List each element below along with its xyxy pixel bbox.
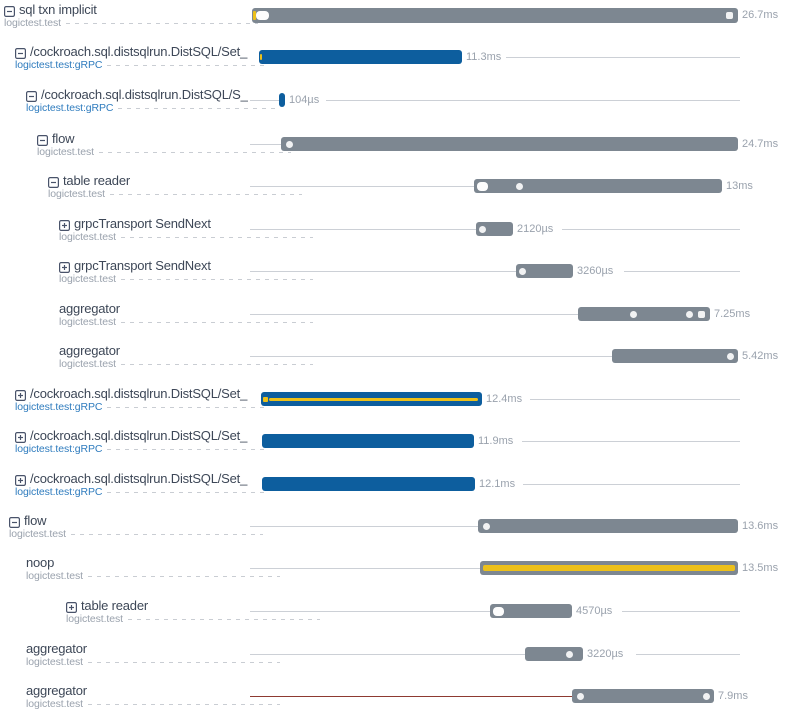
duration-label: 3220µs [587, 648, 624, 660]
span-subtitle: logictest.test:gRPC [15, 443, 103, 455]
span-name[interactable]: sql txn implicit [19, 2, 97, 17]
span-sub-line [15, 443, 271, 455]
timeline-baseline [622, 611, 740, 612]
span-sub-line [26, 570, 282, 582]
span-name[interactable]: flow [52, 131, 75, 146]
span-name[interactable]: grpcTransport SendNext [74, 258, 211, 273]
leader-dashed-line [107, 407, 269, 408]
leader-dashed-line [121, 322, 313, 323]
span-name-line [26, 683, 282, 698]
span-event-marker[interactable] [477, 182, 488, 191]
span-label [0, 471, 271, 498]
span-sub-line [15, 59, 271, 71]
span-subtitle: logictest.test:gRPC [15, 401, 103, 413]
leader-dashed-line [107, 492, 269, 493]
span-sub-line [48, 188, 304, 200]
trace-row [0, 386, 786, 426]
span-sub-line [59, 358, 315, 370]
span-name[interactable]: /cockroach.sql.distsqlrun.DistSQL/S_ [41, 87, 248, 102]
span-event-marker[interactable] [519, 268, 526, 275]
span-event-marker[interactable] [686, 311, 693, 318]
collapse-icon[interactable] [37, 133, 48, 144]
trace-row [0, 428, 786, 468]
duration-label: 11.3ms [466, 51, 502, 63]
span-name[interactable]: noop [26, 555, 55, 570]
duration-label: 2120µs [517, 223, 554, 235]
collapse-icon[interactable] [26, 89, 37, 100]
span-event-marker[interactable] [516, 183, 523, 190]
timeline-baseline [562, 229, 740, 230]
span-subtitle: logictest.test:gRPC [26, 102, 114, 114]
trace-row [0, 641, 786, 681]
duration-label: 4570µs [576, 605, 613, 617]
span-name-line [15, 428, 271, 443]
span-event-marker[interactable] [566, 651, 573, 658]
span-event-marker[interactable] [703, 693, 710, 700]
highlight-stripe [269, 398, 478, 401]
timeline-baseline [636, 654, 740, 655]
span-event-marker[interactable] [479, 226, 486, 233]
span-event-marker[interactable] [698, 311, 705, 318]
span-name-line [9, 513, 265, 528]
span-subtitle: logictest.test [26, 570, 83, 582]
collapse-icon[interactable] [48, 175, 59, 186]
span-label [0, 2, 260, 29]
span-subtitle: logictest.test [9, 528, 66, 540]
span-subtitle: logictest.test:gRPC [15, 59, 103, 71]
span-name[interactable]: /cockroach.sql.distsqlrun.DistSQL/Set_ [30, 386, 248, 401]
timeline-baseline [624, 271, 740, 272]
expand-icon[interactable] [59, 260, 70, 271]
timeline-baseline [522, 441, 740, 442]
span-event-marker[interactable] [630, 311, 637, 318]
span-event-marker[interactable] [493, 607, 504, 616]
duration-label: 5.42ms [742, 350, 779, 362]
span-subtitle: logictest.test [26, 656, 83, 668]
span-label [0, 428, 271, 455]
duration-label: 3260µs [577, 265, 614, 277]
span-bar[interactable] [281, 137, 738, 151]
trace-row [0, 44, 786, 84]
leader-dashed-line [128, 619, 320, 620]
timeline-baseline [250, 611, 490, 612]
span-bar[interactable] [252, 8, 738, 23]
span-label [0, 87, 282, 114]
span-name[interactable]: aggregator [59, 343, 120, 358]
leader-dashed-line [88, 704, 280, 705]
span-sub-line [26, 656, 282, 668]
leader-dashed-line [66, 23, 258, 24]
trace-row [0, 343, 786, 383]
span-name[interactable]: table reader [81, 598, 148, 613]
span-subtitle: logictest.test [37, 146, 94, 158]
duration-label: 7.9ms [718, 690, 748, 702]
span-label [0, 513, 265, 540]
span-subtitle: logictest.test [4, 17, 61, 29]
leader-dashed-line [121, 364, 313, 365]
expand-icon[interactable] [59, 218, 70, 229]
leader-dashed-line [107, 65, 269, 66]
timeline-baseline [506, 57, 740, 58]
span-name-line [26, 641, 282, 656]
timeline-baseline [250, 654, 525, 655]
trace-row [0, 471, 786, 511]
span-label [0, 683, 282, 710]
span-sub-line [26, 698, 282, 710]
timeline-baseline [326, 100, 740, 101]
timeline-baseline [250, 356, 612, 357]
trace-row [0, 87, 786, 127]
expand-icon[interactable] [15, 430, 26, 441]
span-name-line [15, 471, 271, 486]
span-name-line [15, 44, 271, 59]
span-name[interactable]: aggregator [59, 301, 120, 316]
span-sub-line [9, 528, 265, 540]
highlight-tick [263, 397, 268, 402]
span-label [0, 44, 271, 71]
span-name[interactable]: table reader [63, 173, 130, 188]
trace-row [0, 301, 786, 341]
timeline-baseline [530, 399, 740, 400]
span-name[interactable]: aggregator [26, 641, 87, 656]
span-bar[interactable] [572, 689, 714, 703]
span-label [0, 555, 282, 582]
trace-row [0, 216, 786, 256]
collapse-icon[interactable] [9, 515, 20, 526]
timeline-baseline [250, 100, 279, 101]
span-name-line [26, 87, 282, 102]
duration-label: 24.7ms [742, 138, 779, 150]
timeline-baseline [250, 271, 516, 272]
timeline-baseline [250, 568, 480, 569]
trace-row [0, 598, 786, 638]
duration-label: 11.9ms [478, 435, 514, 447]
span-event-marker[interactable] [256, 11, 269, 20]
trace-row [0, 513, 786, 553]
duration-label: 7.25ms [714, 308, 751, 320]
collapse-icon[interactable] [4, 4, 15, 15]
span-sub-line [4, 17, 260, 29]
span-bar[interactable] [612, 349, 738, 363]
expand-icon[interactable] [15, 473, 26, 484]
span-subtitle: logictest.test:gRPC [15, 486, 103, 498]
collapse-icon[interactable] [15, 46, 26, 57]
leader-dashed-line [88, 576, 280, 577]
leader-dashed-line [121, 237, 313, 238]
highlight-tick [260, 54, 262, 60]
leader-dashed-line [118, 108, 280, 109]
span-event-marker[interactable] [286, 141, 293, 148]
trace-row [0, 258, 786, 298]
timeline-baseline [523, 484, 740, 485]
trace-row [0, 131, 786, 171]
span-event-marker[interactable] [577, 693, 584, 700]
leader-dashed-line [71, 534, 263, 535]
span-subtitle: logictest.test [26, 698, 83, 710]
leader-dashed-line [121, 279, 313, 280]
duration-label: 104µs [289, 94, 320, 106]
span-name[interactable]: /cockroach.sql.distsqlrun.DistSQL/Set_ [30, 471, 248, 486]
span-name[interactable]: /cockroach.sql.distsqlrun.DistSQL/Set_ [30, 428, 248, 443]
duration-label: 13.5ms [742, 562, 779, 574]
leader-dashed-line [88, 662, 280, 663]
span-bar[interactable] [279, 93, 285, 107]
duration-label: 13.6ms [742, 520, 779, 532]
span-bar[interactable] [262, 434, 474, 448]
leader-dashed-line [107, 449, 269, 450]
span-name-line [4, 2, 260, 17]
duration-label: 13ms [726, 180, 753, 192]
span-sub-line [37, 146, 293, 158]
span-name[interactable]: aggregator [26, 683, 87, 698]
trace-row [0, 555, 786, 595]
span-event-marker[interactable] [726, 12, 733, 19]
span-bar[interactable] [262, 477, 475, 491]
span-subtitle: logictest.test [59, 231, 116, 243]
timeline-baseline [250, 144, 281, 145]
span-name[interactable]: grpcTransport SendNext [74, 216, 211, 231]
leader-dashed-line [110, 194, 302, 195]
span-name[interactable]: /cockroach.sql.distsqlrun.DistSQL/Set_ [30, 44, 248, 59]
trace-row [0, 173, 786, 213]
timeline-baseline [250, 229, 476, 230]
span-sub-line [15, 486, 271, 498]
span-subtitle: logictest.test [48, 188, 105, 200]
span-subtitle: logictest.test [59, 358, 116, 370]
timeline-baseline [250, 526, 478, 527]
span-sub-line [66, 613, 322, 625]
span-sub-line [15, 401, 271, 413]
span-sub-line [26, 102, 282, 114]
span-bar[interactable] [525, 647, 583, 661]
span-subtitle: logictest.test [59, 273, 116, 285]
span-label [0, 641, 282, 668]
highlight-stripe [483, 565, 735, 571]
leader-dashed-line [99, 152, 291, 153]
timeline-baseline [250, 314, 578, 315]
span-sub-line [59, 273, 315, 285]
duration-label: 12.1ms [479, 478, 516, 490]
trace-row [0, 683, 786, 714]
span-name[interactable]: flow [24, 513, 47, 528]
expand-icon[interactable] [15, 388, 26, 399]
expand-icon[interactable] [66, 600, 77, 611]
span-bar[interactable] [259, 50, 462, 64]
timeline-baseline-red [250, 696, 572, 697]
span-bar[interactable] [474, 179, 722, 193]
span-subtitle: logictest.test [66, 613, 123, 625]
span-bar[interactable] [478, 519, 738, 533]
trace-row [0, 2, 786, 42]
duration-label: 26.7ms [742, 9, 779, 21]
span-event-marker[interactable] [483, 523, 490, 530]
duration-label: 12.4ms [486, 393, 523, 405]
span-label [0, 386, 271, 413]
timeline-baseline [250, 186, 474, 187]
span-subtitle: logictest.test [59, 316, 116, 328]
span-name-line [15, 386, 271, 401]
span-sub-line [59, 231, 315, 243]
span-event-marker[interactable] [727, 353, 734, 360]
span-name-line [26, 555, 282, 570]
span-sub-line [59, 316, 315, 328]
